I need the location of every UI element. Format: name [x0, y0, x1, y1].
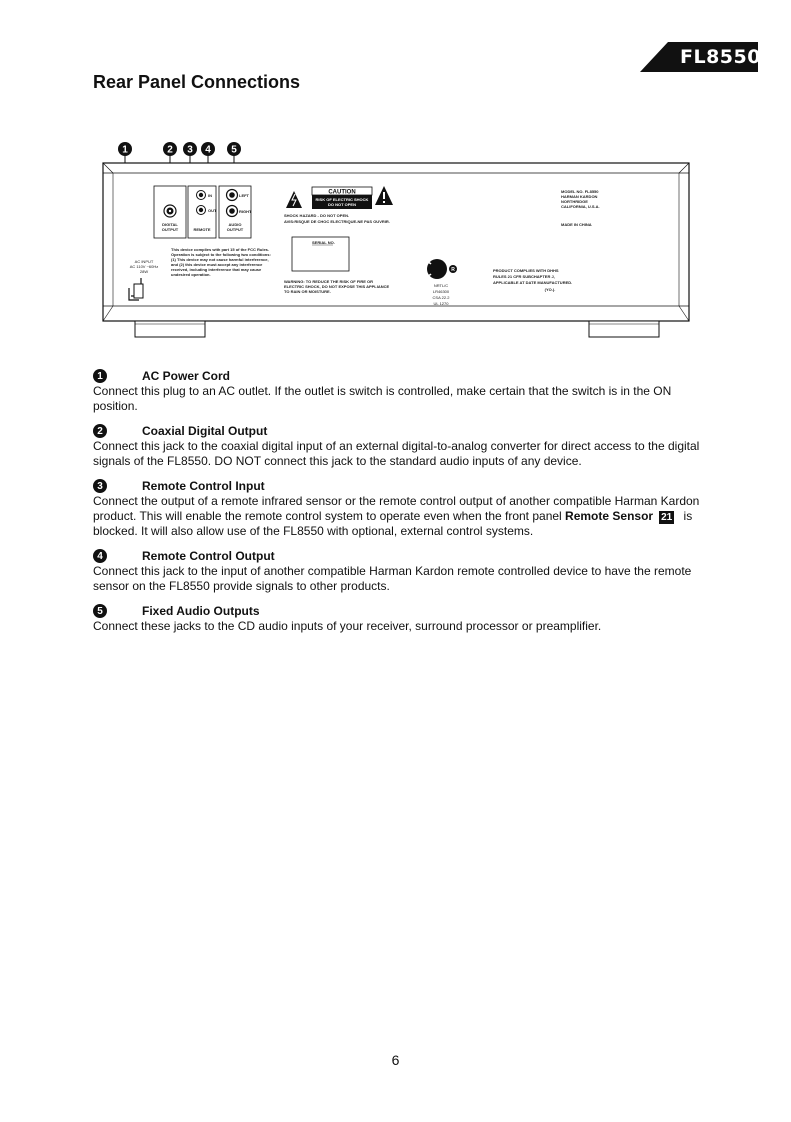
section-fixed-audio-outputs: [93, 603, 713, 634]
section-remote-control-input: [93, 478, 713, 539]
svg-text:Operation is subject to the fo: Operation is subject to the following two conditions:: [171, 252, 271, 257]
section-body: Connect this jack to the coaxial digital input of an external digital-to-analog converter for direct access to the digital signals of the FL8550. DO NOT connect this jack to the standard audio inputs of any device.: [93, 439, 700, 468]
body-text: is blocked. It will also allow use of the FL8550 with optional, external control systems.: [93, 509, 693, 538]
svg-text:TO RAIN OR MOISTURE.: TO RAIN OR MOISTURE.: [284, 289, 331, 294]
section-title: Remote Control Output: [142, 549, 275, 563]
svg-text:AC 110V ~60Hz: AC 110V ~60Hz: [129, 264, 159, 269]
svg-text:ELECTRIC SHOCK, DO NOT EXPOSE: ELECTRIC SHOCK, DO NOT EXPOSE THIS APPLIANCE: [284, 284, 390, 289]
number-badge: 5: [93, 604, 107, 618]
svg-text:NORTHRIDGE: NORTHRIDGE: [561, 199, 588, 204]
section-body: Connect this plug to an AC outlet. If the outlet is switch is controlled, make certain that the switch is in the ON position.: [93, 384, 672, 413]
svg-text:3: 3: [187, 144, 193, 156]
svg-text:OUTPUT: OUTPUT: [161, 227, 179, 232]
svg-text:R: R: [451, 267, 455, 273]
section-title: AC Power Cord: [142, 369, 231, 383]
svg-text:1: 1: [122, 144, 128, 156]
rear-panel-diagram: [95, 138, 695, 343]
remote-sensor-term: Remote Sensor: [565, 509, 654, 523]
svg-text:RISK OF ELECTRIC SHOCK: RISK OF ELECTRIC SHOCK: [315, 197, 369, 202]
connection-descriptions: [93, 368, 713, 643]
svg-text:HARMAN KARDON: HARMAN KARDON: [561, 194, 598, 199]
svg-text:RIGHT: RIGHT: [239, 209, 252, 214]
svg-text:and (2) this device must accep: and (2) this device must accept any interference: [171, 262, 263, 267]
svg-text:CSA 22.2: CSA 22.2: [432, 295, 450, 300]
remote-jacks: [188, 186, 217, 238]
svg-text:WARNING: TO REDUCE THE RISK OF: WARNING: TO REDUCE THE RISK OF FIRE OR: [284, 279, 374, 284]
svg-text:OUT: OUT: [208, 208, 217, 213]
number-badge: 2: [93, 424, 107, 438]
body-text: Connect the output of a remote infrared sensor or the remote control output of another compatible Harman Kardon product. This will enable the remote control system to operate even when the front panel: [93, 494, 700, 523]
svg-text:AC INPUT: AC INPUT: [134, 259, 154, 264]
svg-text:(1) This device may not cause: (1) This device may not cause harmful interference,: [171, 257, 269, 262]
reference-badge: 21: [661, 512, 673, 523]
svg-text:DIGITAL: DIGITAL: [162, 222, 178, 227]
section-coaxial-digital-output: [93, 423, 713, 469]
digital-output-jack: [154, 186, 186, 238]
section-title: Remote Control Input: [142, 479, 265, 493]
svg-text:IN: IN: [208, 193, 212, 198]
svg-text:SHOCK HAZARD - DO NOT OPEN.: SHOCK HAZARD - DO NOT OPEN.: [284, 213, 350, 218]
svg-text:PRODUCT COMPLIES WITH DHHS: PRODUCT COMPLIES WITH DHHS: [493, 268, 559, 273]
svg-text:REMOTE: REMOTE: [193, 227, 211, 232]
svg-text:CALIFORNIA, U.S.A.: CALIFORNIA, U.S.A.: [561, 204, 600, 209]
section-remote-control-output: [93, 548, 713, 594]
section-body: Connect this jack to the input of another compatible Harman Kardon remote controlled device to have the remote sensor on the FL8550 provide signals to other products.: [93, 564, 692, 593]
svg-text:OUTPUT: OUTPUT: [226, 227, 244, 232]
svg-text:LR46300: LR46300: [432, 289, 450, 294]
section-body: Connect these jacks to the CD audio inputs of your receiver, surround processor or preamplifier.: [93, 619, 602, 633]
svg-text:received, including interferen: received, including interference that may cause: [171, 267, 262, 272]
svg-text:(YO.).: (YO.).: [544, 287, 556, 292]
number-badge: 1: [93, 369, 107, 383]
svg-text:5: 5: [231, 144, 237, 156]
section-title: Fixed Audio Outputs: [142, 604, 260, 618]
svg-text:APPLICABLE AT DATE MANUFACTURE: APPLICABLE AT DATE MANUFACTURED.: [493, 280, 573, 285]
svg-text:MODEL NO. FL8550: MODEL NO. FL8550: [561, 189, 599, 194]
svg-text:4: 4: [205, 144, 211, 156]
svg-text:AUDIO: AUDIO: [228, 222, 242, 227]
section-ac-power-cord: [93, 368, 713, 414]
svg-text:AVIS:RISQUE DE CHOC ELECTRIQUE: AVIS:RISQUE DE CHOC ELECTRIQUE-NE PAS OUVRIR.: [284, 219, 390, 224]
svg-text:NRTL/C: NRTL/C: [433, 283, 449, 288]
svg-text:2: 2: [167, 144, 173, 156]
section-body: [93, 494, 713, 539]
model-tab-label: FL8550: [680, 46, 761, 68]
svg-text:undesired operation.: undesired operation.: [171, 272, 211, 277]
serial-number-box: [292, 237, 349, 271]
audio-output-jacks: [219, 186, 252, 238]
svg-text:DO NOT OPEN: DO NOT OPEN: [327, 202, 357, 207]
svg-text:This device complies with part: This device complies with part 15 of the FCC Rules.: [171, 247, 270, 252]
page-title: Rear Panel Connections: [93, 72, 301, 92]
svg-text:28W: 28W: [139, 269, 149, 274]
svg-text:LEFT: LEFT: [239, 193, 249, 198]
svg-text:RULES 21 CFR SUBCHAPTER J,: RULES 21 CFR SUBCHAPTER J,: [493, 274, 555, 279]
model-tab: [640, 42, 761, 72]
page-number: 6: [391, 1052, 400, 1068]
svg-text:UL 1270: UL 1270: [433, 301, 449, 306]
section-title: Coaxial Digital Output: [142, 424, 268, 438]
svg-text:MADE IN CHINA: MADE IN CHINA: [561, 222, 592, 227]
svg-text:CAUTION: CAUTION: [328, 189, 356, 196]
number-badge: 4: [93, 549, 107, 563]
number-badge: 3: [93, 479, 107, 493]
svg-text:SERIAL NO.: SERIAL NO.: [312, 240, 335, 245]
